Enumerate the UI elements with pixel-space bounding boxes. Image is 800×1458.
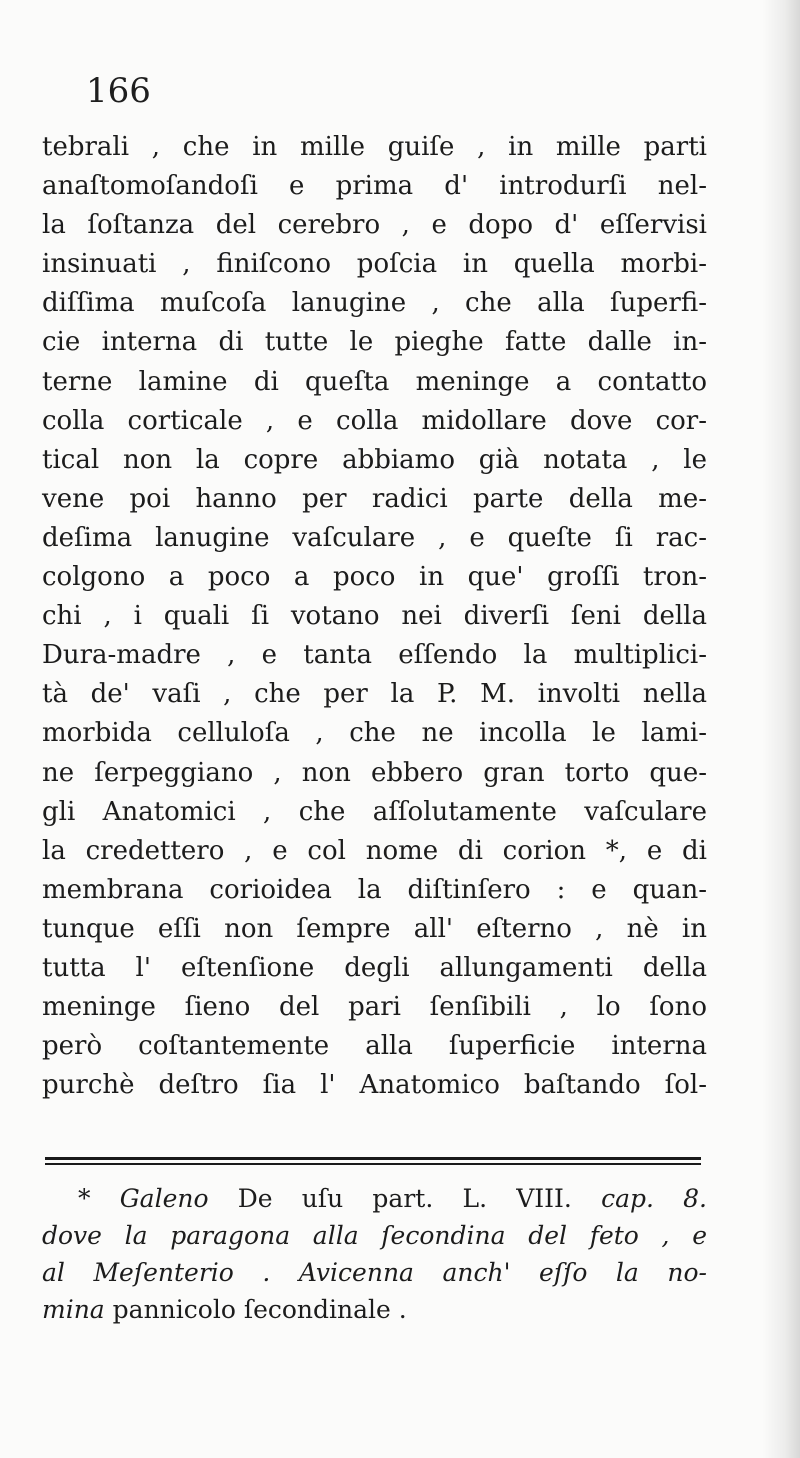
footnote <box>42 1180 707 1328</box>
footnote-rule <box>45 1157 701 1160</box>
text-line: meninge ſieno del pari ſenſibili , lo ſono <box>42 992 707 1023</box>
footnote-line-italic: mina <box>42 1295 105 1324</box>
text-line: Dura-madre , e tanta eſſendo la multiplici- <box>42 640 707 671</box>
text-line: deſima lanugine vaſculare , e queſte ſi rac- <box>42 522 707 553</box>
text-line: terne lamine di queſta meninge a contatto <box>42 366 707 397</box>
text-line: la credettero , e col nome di corion *, e di <box>42 835 707 866</box>
text-line: gli Anatomici , che aſſolutamente vaſculare <box>42 796 707 827</box>
footnote-line <box>42 1291 707 1328</box>
text-line: membrana corioidea la diſtinſero : e quan- <box>42 874 707 905</box>
text-line: tà de' vaſi , che per la P. M. involti nella <box>42 679 707 710</box>
text-line: tunque eſſi non ſempre all' eſterno , nè in <box>42 913 707 944</box>
text-line: morbida celluloſa , che ne incolla le lami- <box>42 718 707 749</box>
text-line: vene poi hanno per radici parte della me- <box>42 483 707 514</box>
footnote-line: dove la paragona alla ſecondina del feto , e <box>42 1221 707 1250</box>
footnote-marker: * <box>78 1184 91 1213</box>
page-gutter-shadow <box>762 0 800 1458</box>
text-line: purchè deſtro ſia l' Anatomico baſtando ſol- <box>42 1070 707 1101</box>
text-line: chi , i quali ſi votano nei diverſi ſeni della <box>42 601 707 632</box>
page-number: 166 <box>86 71 151 111</box>
text-line: cie interna di tutte le pieghe fatte dalle in- <box>42 327 707 358</box>
footnote-line <box>42 1180 707 1217</box>
text-line: tical non la copre abbiamo già notata , le <box>42 444 707 475</box>
text-line: anaſtomoſandoſi e prima d' introdurſi nel- <box>42 171 707 202</box>
footnote-citation: De uſu part. L. VIII. <box>237 1184 572 1213</box>
text-line: diſſima muſcoſa lanugine , che alla ſuperfi- <box>42 288 707 319</box>
text-line: la ſoſtanza del cerebro , e dopo d' eſſervisi <box>42 210 707 241</box>
text-line: ne ſerpeggiano , non ebbero gran torto que- <box>42 757 707 788</box>
footnote-chapter: cap. 8. <box>601 1184 707 1213</box>
text-line: insinuati , finiſcono poſcia in quella morbi- <box>42 249 707 280</box>
footnote-line-roman: pannicolo ſecondinale . <box>112 1295 407 1324</box>
footnote-rule-lower <box>45 1163 701 1165</box>
body-text <box>42 128 707 1105</box>
text-line: però coſtantemente alla ſuperficie interna <box>42 1031 707 1062</box>
text-line: tutta l' eſtenſione degli allungamenti della <box>42 952 707 983</box>
text-line: colgono a poco a poco in que' groſſi tron- <box>42 562 707 593</box>
text-line: tebrali , che in mille guiſe , in mille parti <box>42 132 707 162</box>
footnote-author: Galeno <box>119 1184 209 1213</box>
text-line: colla corticale , e colla midollare dove cor- <box>42 405 707 436</box>
footnote-line: al Meſenterio . Avicenna anch' eſſo la no- <box>42 1258 707 1287</box>
